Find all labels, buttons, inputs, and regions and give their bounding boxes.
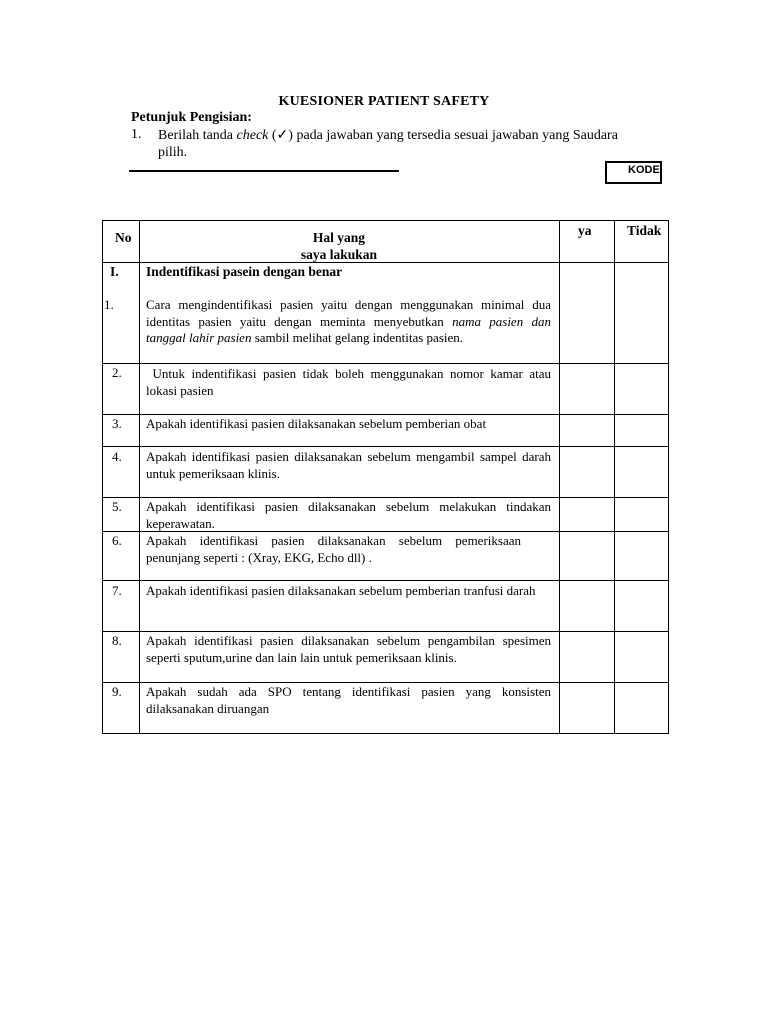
row-divider: [103, 631, 668, 632]
row-number: 4.: [112, 449, 122, 464]
question-text-italic: nama pasien dan tanggal lahir pasien: [146, 313, 551, 345]
row-divider: [103, 446, 668, 447]
section-title: Indentifikasi pasein dengan benar: [146, 264, 343, 279]
questionnaire-table: [102, 220, 669, 734]
row-number: 1.: [104, 297, 114, 312]
row-question: Apakah identifikasi pasien dilaksanakan sebelum melakukan tindakan keperawatan.: [146, 499, 551, 531]
row-divider: [103, 580, 668, 581]
row-number: 3.: [112, 416, 122, 431]
row-number: 5.: [112, 499, 122, 514]
row-divider: [103, 363, 668, 364]
instruction-text-end: (✓) pada jawaban yang tersedia sesuai jawaban yang Saudara pilih.: [158, 128, 618, 160]
row-question: Apakah sudah ada SPO tentang identifikasi pasien yang konsisten dilaksanakan diruangan: [146, 684, 551, 716]
instruction-number: 1.: [131, 127, 142, 142]
row-question: [146, 297, 551, 347]
header-tidak: Tidak: [627, 223, 662, 238]
question-text-start: Cara mengindentifikasi pasien yaitu dengan menggunakan minimal dua identitas pasien yaitu dengan meminta menyebutkan: [146, 297, 551, 329]
row-divider: [103, 414, 668, 415]
row-question: Untuk indentifikasi pasien tidak boleh menggunakan nomor kamar atau lokasi pasien: [146, 366, 555, 398]
row-number: 6.: [112, 533, 122, 548]
row-question: Apakah identifikasi pasien dilaksanakan sebelum mengambil sampel darah untuk pemeriksaan klinis.: [146, 449, 551, 481]
row-question: Apakah identifikasi pasien dilaksanakan sebelum pemberian tranfusi darah: [146, 583, 536, 598]
row-divider: [103, 262, 668, 263]
row-question: Apakah identifikasi pasien dilaksanakan sebelum pemberian obat: [146, 416, 487, 431]
row-number: 2.: [112, 365, 122, 380]
row-divider: [103, 682, 668, 683]
column-divider: [614, 221, 615, 733]
instruction-text-start: Berilah tanda: [158, 128, 237, 143]
column-divider: [139, 221, 140, 733]
row-divider: [103, 497, 668, 498]
header-no: No: [115, 230, 132, 245]
row-number: 9.: [112, 684, 122, 699]
header-statement: Hal yang saya lakukan: [300, 230, 378, 262]
document-title: KUESIONER PATIENT SAFETY: [278, 94, 490, 109]
section-number: I.: [110, 264, 119, 279]
row-number: 8.: [112, 633, 122, 648]
row-number: 7.: [112, 583, 122, 598]
header-ya: ya: [578, 223, 592, 238]
instructions-heading: Petunjuk Pengisian:: [131, 110, 252, 125]
instruction-text: [158, 127, 628, 161]
row-question: Apakah identifikasi pasien dilaksanakan sebelum pengambilan spesimen seperti sputum,urine dan lain lain untuk pemeriksaan klinis.: [146, 633, 551, 665]
row-question: Apakah identifikasi pasien dilaksanakan sebelum pemeriksaan penunjang seperti : (Xray, EKG, Echo dll) .: [146, 533, 521, 565]
kode-box: KODE: [605, 161, 662, 184]
column-divider: [559, 221, 560, 733]
question-text-end: sambil melihat gelang indentitas pasien.: [251, 330, 464, 345]
name-underline: [129, 170, 399, 172]
instruction-text-italic: check: [236, 128, 269, 143]
